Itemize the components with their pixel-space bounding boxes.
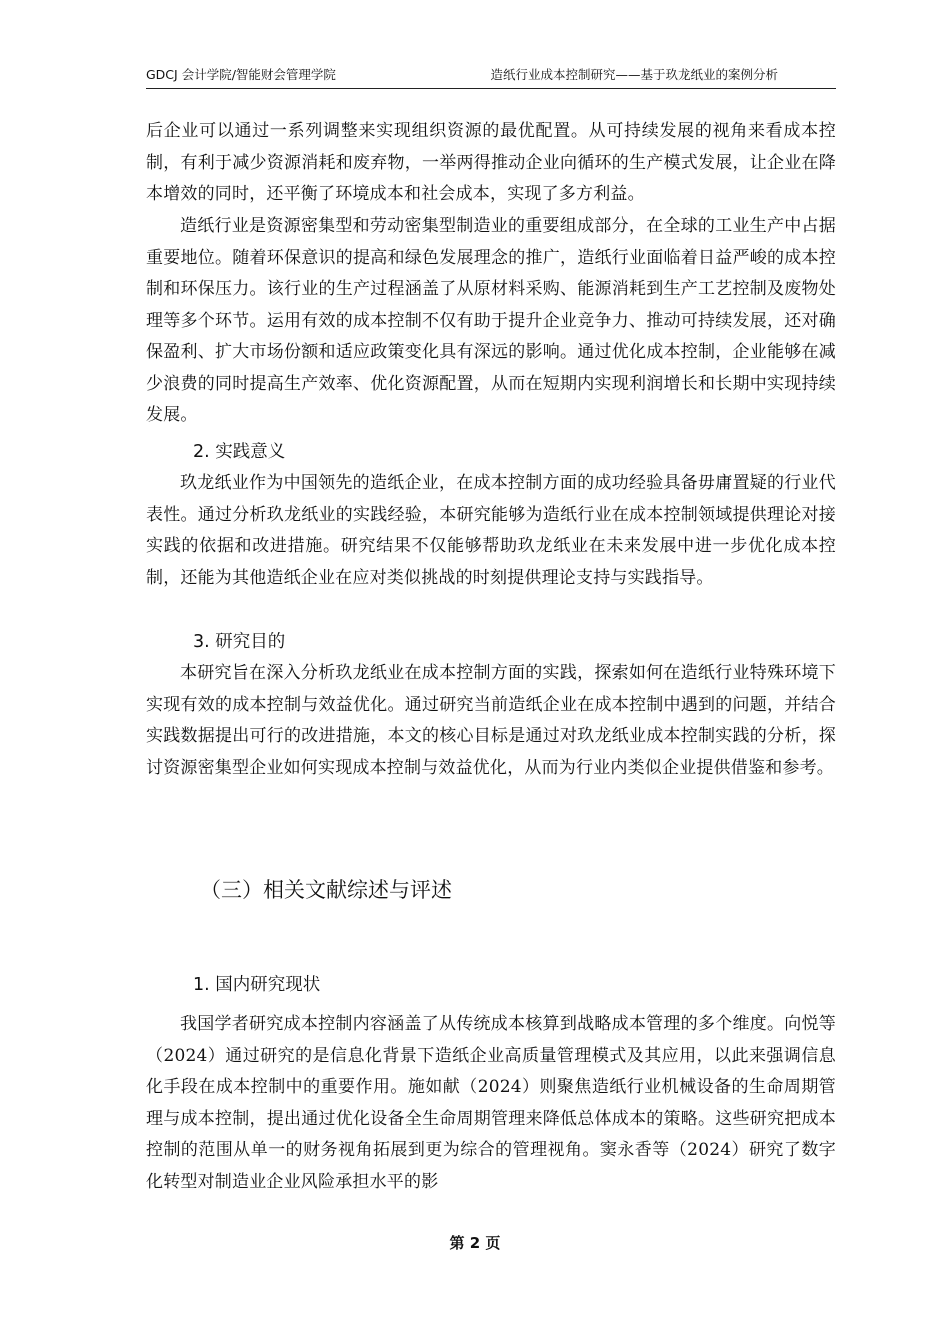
header-right-text: 造纸行业成本控制研究——基于玖龙纸业的案例分析 — [490, 67, 778, 82]
paragraph-domestic-research: 我国学者研究成本控制内容涵盖了从传统成本核算到战略成本管理的多个维度。向悦等（2024）通过研究的是信息化背景下造纸企业高质量管理模式及其应用，以此来强调信息化手段在成本控制中的重要作用。施如献（2024）则聚焦造纸行业机械设备的生命周期管理与成本控制，提出通过优化设备全生命周期管理来降低总体成本的策略。这些研究把成本控制的范围从单一的财务视角拓展到更为综合的管理视角。窦永香等（2024）研究了数字化转型对制造业企业风险承担水平的影 — [146, 1014, 836, 1192]
paragraph-practical-significance: 玖龙纸业作为中国领先的造纸企业，在成本控制方面的成功经验具备毋庸置疑的行业代表性。通过分析玖龙纸业的实践经验，本研究能够为造纸行业在成本控制领域提供理论对接实践的依据和改进措施。研究结果不仅能够帮助玖龙纸业在未来发展中进一步优化成本控制，还能为其他造纸企业在应对类似挑战的时刻提供理论支持与实践指导。 — [146, 473, 836, 588]
paragraph-research-purpose: 本研究旨在深入分析玖龙纸业在成本控制方面的实践，探索如何在造纸行业特殊环境下实现有效的成本控制与效益优化。通过研究当前造纸企业在成本控制中遇到的问题，并结合实践数据提出可行的改进措施，本文的核心目标是通过对玖龙纸业成本控制实践的分析，探讨资源密集型企业如何实现成本控制与效益优化，从而为行业内类似企业提供借鉴和参考。 — [146, 663, 836, 778]
paragraph-industry-context: 造纸行业是资源密集型和劳动密集型制造业的重要组成部分，在全球的工业生产中占据重要地位。随着环保意识的提高和绿色发展理念的推广，造纸行业面临着日益严峻的成本控制和环保压力。该行业的生产过程涵盖了从原材料采购、能源消耗到生产工艺控制及废物处理等多个环节。运用有效的成本控制不仅有助于提升企业竞争力、推动可持续发展，还对确保盈利、扩大市场份额和适应政策变化具有深远的影响。通过优化成本控制，企业能够在减少浪费的同时提高生产效率、优化资源配置，从而在短期内实现利润增长和长期中实现持续发展。 — [146, 216, 836, 425]
page-number: 第 2 页 — [449, 1234, 501, 1252]
heading-literature-review: （三）相关文献综述与评述 — [200, 878, 452, 902]
page-header — [146, 66, 836, 89]
heading-research-purpose: 3. 研究目的 — [193, 632, 286, 652]
paragraph-continuation: 后企业可以通过一系列调整来实现组织资源的最优配置。从可持续发展的视角来看成本控制，有利于减少资源消耗和废弃物，一举两得推动企业向循环的生产模式发展，让企业在降本增效的同时，还平衡了环境成本和社会成本，实现了多方利益。 — [146, 121, 836, 204]
heading-domestic-research: 1. 国内研究现状 — [193, 975, 321, 995]
heading-practical-significance: 2. 实践意义 — [193, 442, 286, 462]
header-left-text: GDCJ 会计学院/智能财会管理学院 — [146, 67, 336, 82]
